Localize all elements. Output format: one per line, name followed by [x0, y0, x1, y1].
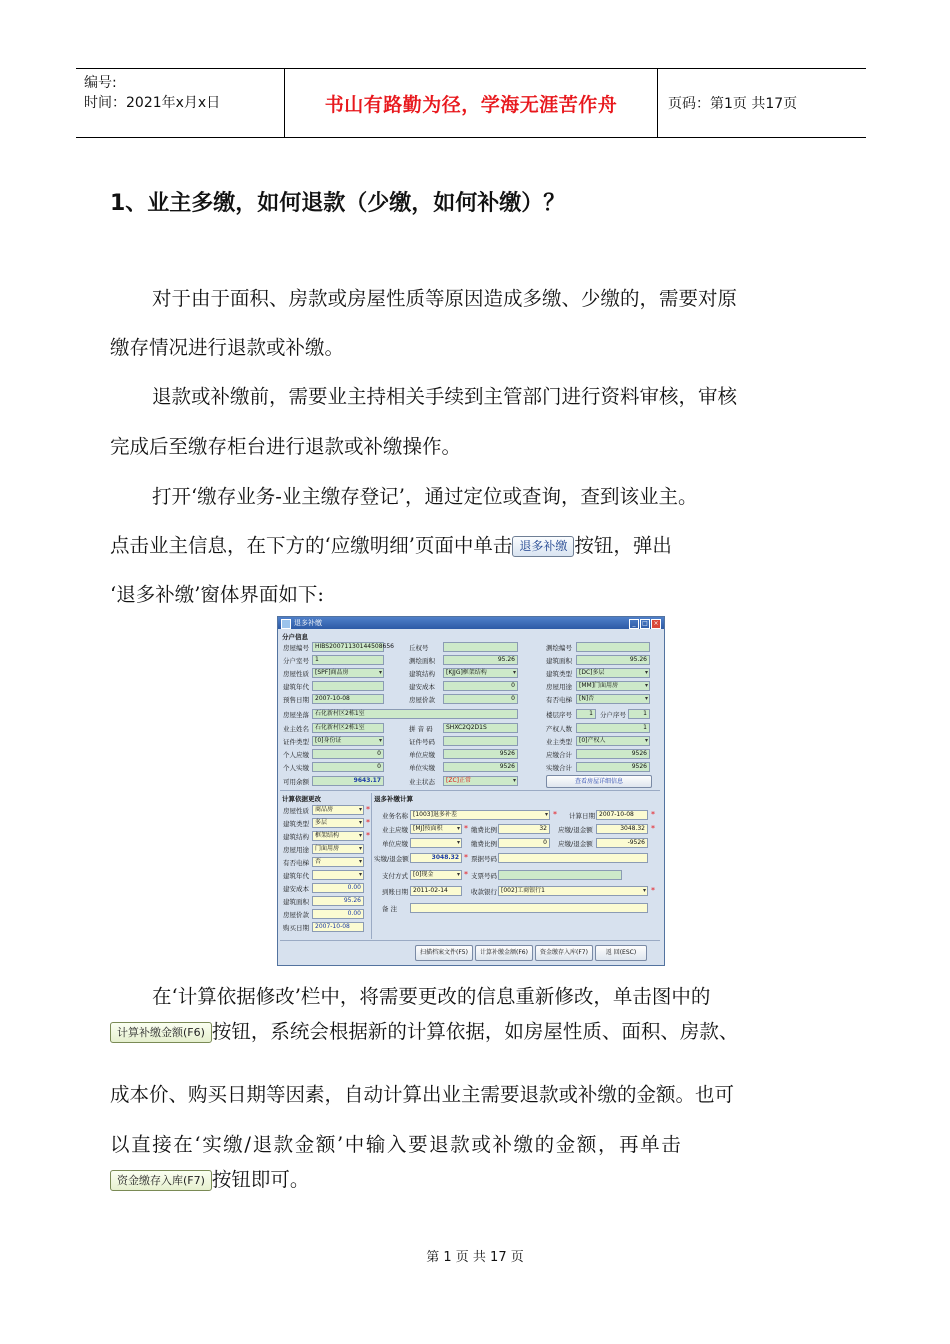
- label: 建筑结构: [409, 670, 435, 678]
- label: 建筑类型: [546, 670, 572, 678]
- calc-amount-button[interactable]: 计算补缴金额(F6): [475, 945, 533, 961]
- divider: [280, 790, 660, 791]
- paragraph: 在‘计算依据修改’栏中，将需要更改的信息重新修改，单击图中的: [152, 985, 711, 1008]
- required-mark: *: [651, 886, 655, 895]
- label: 收款银行: [471, 888, 497, 896]
- label: 有否电梯: [283, 859, 309, 867]
- label: 应缴合计: [546, 751, 572, 759]
- unit-room-field[interactable]: 1: [312, 655, 384, 665]
- year-field[interactable]: [312, 681, 384, 691]
- label: 拼 音 码: [409, 725, 433, 733]
- app-icon: [281, 619, 291, 629]
- label: 建安成本: [409, 683, 435, 691]
- header-motto: 书山有路勤为径，学海无涯苦作舟: [285, 69, 658, 137]
- required-mark: *: [366, 805, 370, 814]
- location-field[interactable]: 石化新村区2栋1室: [312, 709, 518, 719]
- label: 购买日期: [283, 924, 309, 932]
- label: 可用余额: [283, 778, 309, 786]
- label: 建筑类型: [283, 820, 309, 828]
- label: 建筑面积: [283, 898, 309, 906]
- label: 房屋价款: [283, 911, 309, 919]
- paragraph: [110, 534, 832, 558]
- label: 房屋用途: [546, 683, 572, 691]
- label: 单位实缴: [409, 764, 435, 772]
- unit-seq-field[interactable]: 1: [628, 709, 650, 719]
- close-icon[interactable]: ×: [651, 619, 661, 629]
- paragraph: 以直接在‘实缴/退款金额’中输入要退款或补缴的金额，再单击: [110, 1133, 683, 1156]
- personal-paid-field[interactable]: 0: [312, 762, 384, 772]
- id-no-field[interactable]: [443, 736, 518, 746]
- plot-no-field[interactable]: [443, 642, 518, 652]
- basis-use-select[interactable]: 门面用房 ▾: [312, 844, 364, 854]
- presale-field[interactable]: 2007-10-08: [312, 694, 384, 704]
- number-label: 编号:: [84, 75, 117, 91]
- pay-method-select[interactable]: [0]现金 ▾: [410, 870, 462, 880]
- calc-button-image: 计算补缴金额(F6): [110, 1022, 212, 1043]
- household-section-title: 分户信息: [282, 633, 308, 641]
- paragraph: 退款或补缴前，需要业主持相关手续到主管部门进行资料审核，审核: [152, 385, 738, 408]
- required-mark: *: [366, 831, 370, 840]
- basis-section-title: 计算依据更改: [282, 795, 321, 803]
- owner-due-select[interactable]: [MJ]按面积 ▾: [410, 824, 462, 834]
- unit-paid-field[interactable]: 9526: [443, 762, 518, 772]
- label: 房屋性质: [283, 807, 309, 815]
- scan-file-button[interactable]: 扫描档案文件(F5): [415, 945, 473, 961]
- required-mark: *: [651, 810, 655, 819]
- basis-structure-select[interactable]: 框架结构 ▾: [312, 831, 364, 841]
- required-mark: *: [464, 824, 468, 833]
- label: 房屋坐落: [283, 711, 309, 719]
- label: 丘权号: [409, 644, 429, 652]
- required-mark: *: [553, 810, 557, 819]
- minimize-icon[interactable]: _: [629, 619, 639, 629]
- survey-area-field[interactable]: 95.26: [443, 655, 518, 665]
- pinyin-field[interactable]: SHXC2Q2D1S: [443, 723, 518, 733]
- label: 业主姓名: [283, 725, 309, 733]
- remark-field[interactable]: [410, 903, 648, 913]
- label: 单位应缴: [409, 751, 435, 759]
- paragraph: 对于由于面积、房款或房屋性质等原因造成多缴、少缴的，需要对原: [152, 287, 738, 310]
- maximize-icon[interactable]: □: [640, 619, 650, 629]
- divider: [280, 940, 660, 941]
- label: 建筑年代: [283, 683, 309, 691]
- text: 按钮，弹出: [574, 534, 672, 557]
- label: 测绘面积: [409, 657, 435, 665]
- build-area-field[interactable]: 95.26: [576, 655, 650, 665]
- basis-year-select[interactable]: [312, 870, 364, 880]
- page-header: [76, 68, 866, 138]
- basis-area-field[interactable]: 95.26: [312, 896, 364, 906]
- required-mark: *: [651, 824, 655, 833]
- divider: [371, 793, 372, 939]
- price-field[interactable]: 0: [443, 694, 518, 704]
- label: 建筑面积: [546, 657, 572, 665]
- label: 证件类型: [283, 738, 309, 746]
- survey-no-field[interactable]: [576, 642, 650, 652]
- refund-section-title: 退多补缴计算: [374, 795, 413, 803]
- owner-field[interactable]: 石化新村区2栋1室: [312, 723, 384, 733]
- label: 单位应缴: [382, 840, 408, 848]
- paragraph: 完成后至缴存柜台进行退款或补缴操作。: [110, 435, 462, 458]
- paragraph: ‘退多补缴’窗体界面如下:: [110, 583, 324, 606]
- status-select[interactable]: [ZC]正常 ▾: [443, 776, 518, 786]
- view-house-detail-button[interactable]: 查看房屋详细信息: [546, 775, 652, 788]
- label: 支票号码: [471, 872, 497, 880]
- label: 备 注: [382, 905, 398, 913]
- header-page-info: 页码：第1页 共17页: [668, 96, 798, 112]
- label: 到账日期: [382, 888, 408, 896]
- label: 缴费比例: [471, 840, 497, 848]
- label: 计算日期: [569, 812, 595, 820]
- actual-amount-field[interactable]: 3048.32: [410, 853, 462, 863]
- basis-elevator-select[interactable]: 否 ▾: [312, 857, 364, 867]
- label: 房屋用途: [283, 846, 309, 854]
- basis-cost-field[interactable]: 0.00: [312, 883, 364, 893]
- label: 楼层序号: [546, 711, 572, 719]
- unit-due-select[interactable]: [410, 838, 462, 848]
- label: 票据号码: [471, 855, 497, 863]
- should-amount-field[interactable]: 3048.32: [596, 824, 648, 834]
- elevator-select[interactable]: [N]否 ▾: [576, 694, 650, 704]
- label: 证件号码: [409, 738, 435, 746]
- basis-buy-date-field[interactable]: 2007-10-08: [312, 922, 364, 932]
- paid-total-field[interactable]: 9526: [576, 762, 650, 772]
- label: 产权人数: [546, 725, 572, 733]
- label: 预售日期: [283, 696, 309, 704]
- window-titlebar: [278, 617, 664, 629]
- receipt-no-field[interactable]: [498, 853, 648, 863]
- nature-select[interactable]: [SPF]商品房 ▾: [312, 668, 384, 678]
- basis-type-select[interactable]: 多层 ▾: [312, 818, 364, 828]
- basis-nature-select[interactable]: 商品房 ▾: [312, 805, 364, 815]
- label: 支付方式: [382, 872, 408, 880]
- label: 个人实缴: [283, 764, 309, 772]
- balance-field[interactable]: 9643.17: [312, 776, 384, 786]
- paragraph: 成本价、购买日期等因素，自动计算出业主需要退款或补缴的金额。也可: [110, 1083, 735, 1106]
- time-label: 时间：2021年x月x日: [84, 95, 221, 111]
- required-mark: *: [366, 818, 370, 827]
- page-footer: 第 1 页 共 17 页: [426, 1250, 524, 1265]
- label: 业务名称: [382, 812, 408, 820]
- label: 有否电梯: [546, 696, 572, 704]
- label: 分户序号: [600, 711, 626, 719]
- paragraph: 打开‘缴存业务-业主缴存登记’，通过定位或查询，查到该业主。: [152, 485, 698, 508]
- cost-field[interactable]: 0: [443, 681, 518, 691]
- structure-select[interactable]: [KJJG]框架结构 ▾: [443, 668, 518, 678]
- unit-due-field[interactable]: 9526: [443, 749, 518, 759]
- unit-ratio-field[interactable]: 0: [498, 838, 550, 848]
- paragraph: 缴存情况进行退款或补缴。: [110, 336, 345, 359]
- label: 实缴合计: [546, 764, 572, 772]
- paragraph: [110, 1020, 832, 1044]
- floor-field[interactable]: 1: [576, 709, 596, 719]
- store-button-image: 资金缴存入库(F7): [110, 1170, 212, 1191]
- text: 按钮即可。: [211, 1168, 310, 1191]
- paragraph: [110, 1168, 832, 1192]
- id-type-select[interactable]: [0]身份证 ▾: [312, 736, 384, 746]
- label: 测绘编号: [546, 644, 572, 652]
- label: 建安成本: [283, 885, 309, 893]
- back-button[interactable]: 返 回(ESC): [595, 945, 647, 961]
- owner-type-select[interactable]: [0]产权人 ▾: [576, 736, 650, 746]
- label: 房屋编号: [283, 644, 309, 652]
- store-funds-button[interactable]: 资金缴存入库(F7): [535, 945, 593, 961]
- label: 应缴/退金额: [558, 826, 593, 834]
- label: 业主状态: [409, 778, 435, 786]
- basis-price-field[interactable]: 0.00: [312, 909, 364, 919]
- type-select[interactable]: [DC]多层 ▾: [576, 668, 650, 678]
- label: 房屋价款: [409, 696, 435, 704]
- calc-date-field[interactable]: 2007-10-08: [596, 810, 648, 820]
- label: 个人应缴: [283, 751, 309, 759]
- refund-window-screenshot: [277, 616, 665, 966]
- should-amount-2-field[interactable]: -9526: [596, 838, 648, 848]
- personal-due-field[interactable]: 0: [312, 749, 384, 759]
- section-title: 1、业主多缴，如何退款（少缴，如何补缴）？: [110, 191, 566, 216]
- due-total-field[interactable]: 9526: [576, 749, 650, 759]
- window-title: 退多补缴: [294, 619, 322, 627]
- label: 应缴/退金额: [558, 840, 593, 848]
- required-mark: *: [464, 870, 468, 879]
- label: 房屋性质: [283, 670, 309, 678]
- text: 点击业主信息，在下方的‘应缴明细’页面中单击: [110, 534, 513, 557]
- label: 业主应缴: [382, 826, 408, 834]
- arrive-date-field[interactable]: 2011-02-14: [410, 886, 462, 896]
- owners-count-field[interactable]: 1: [576, 723, 650, 733]
- label: 实缴/退金额: [374, 855, 409, 863]
- owner-ratio-field[interactable]: 32: [498, 824, 550, 834]
- house-no-field[interactable]: HIBS20071130144508656: [312, 642, 384, 652]
- label: 建筑年代: [283, 872, 309, 880]
- bank-select[interactable]: [002]工商银行1 ▾: [498, 886, 648, 896]
- label: 缴费比例: [471, 826, 497, 834]
- label: 业主类型: [546, 738, 572, 746]
- label: 分户室号: [283, 657, 309, 665]
- label: 建筑结构: [283, 833, 309, 841]
- header-meta: [76, 69, 285, 137]
- cheque-no-field[interactable]: [498, 870, 622, 880]
- use-select[interactable]: [MM]门面用房 ▾: [576, 681, 650, 691]
- biz-name-select[interactable]: [1003]退多补差 ▾: [410, 810, 550, 820]
- refund-button-image: 退多补缴: [512, 536, 574, 557]
- text: 按钮，系统会根据新的计算依据，如房屋性质、面积、房款、: [211, 1020, 739, 1043]
- required-mark: *: [464, 853, 468, 862]
